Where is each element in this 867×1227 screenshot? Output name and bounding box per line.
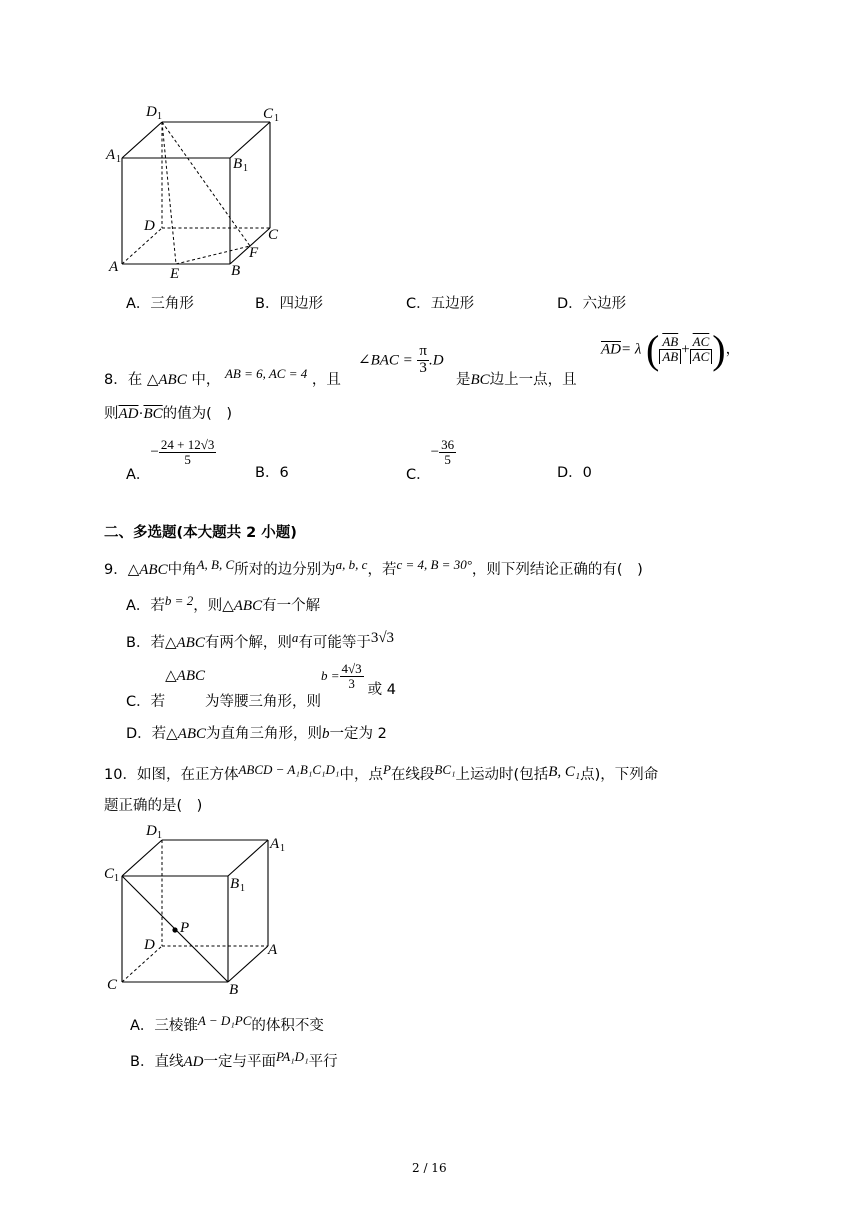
point-p <box>172 927 177 932</box>
q8-condition: AB = 6, AC = 4 <box>224 366 308 381</box>
q8-option-b: B．6 <box>255 465 289 481</box>
figure-cube-2 <box>100 818 300 1003</box>
q7-option-c: C．五边形 <box>406 296 475 312</box>
edge <box>230 122 270 158</box>
label-B1: B <box>233 156 243 172</box>
svg-text:1: 1 <box>114 873 119 884</box>
label-A1: A <box>270 836 280 852</box>
triangle-abc: △ABC <box>146 372 187 388</box>
q8-stem: 8．在 △ABC 中， AB = 6, AC = 4 ，且 <box>104 366 341 388</box>
q7-option-b: B．四边形 <box>255 296 323 312</box>
svg-text:1: 1 <box>240 883 245 894</box>
label-E: E <box>170 266 180 282</box>
q9-option-b: B．若△ABC有两个解，则a有可能等于3√3 <box>126 630 395 651</box>
q8-option-a: A．− $\frac{24 + 12√3}{5}$ <box>126 437 215 484</box>
page-number: 2 / 16 <box>412 1161 447 1175</box>
q10-option-b: B．直线AD一定与平面PA₁D₁平行 <box>130 1049 338 1070</box>
label-D1: D <box>146 104 157 120</box>
svg-text:1: 1 <box>243 163 248 174</box>
svg-text:1: 1 <box>157 111 162 122</box>
label-F: F <box>249 245 259 261</box>
q8-question: 则$\overline{AD}\cdot\overline{BC}$的值为( ) <box>104 406 232 422</box>
label-C: C <box>268 227 279 243</box>
section-line <box>176 246 250 264</box>
label-B: B <box>229 982 239 998</box>
label-B: B <box>231 263 241 279</box>
label-A: A <box>268 942 278 958</box>
q9-option-d: D．若△ABC为直角三角形，则b一定为 2 <box>126 726 387 742</box>
label-A1: A <box>106 147 116 163</box>
q8-number: 8．在 <box>104 372 143 388</box>
q8-option-d: D．0 <box>557 465 592 481</box>
q8-vector-expr: $\overline{AD}= \lambda$ ( $\frac{\overline{AB}}{AB}$ + $\frac{\overline{AC}}{AC}$ )， <box>601 327 741 372</box>
label-C1: C <box>104 866 115 882</box>
label-P: P <box>180 920 190 936</box>
label-D1: D <box>146 823 157 839</box>
label-D: D <box>144 218 155 234</box>
section-heading: 二、多选题(本大题共 2 小题) <box>104 525 297 541</box>
q7-option-d: D．六边形 <box>557 296 627 312</box>
section-line <box>162 122 250 246</box>
hidden-edge <box>122 946 162 982</box>
edge <box>122 840 162 876</box>
label-D: D <box>144 937 155 953</box>
section-line <box>162 122 176 264</box>
label-A: A <box>109 259 119 275</box>
label-C1: C <box>263 106 274 122</box>
q10-stem-line2: 题正确的是( ) <box>104 798 203 814</box>
q8-stem-cont: 是BC边上一点，且 <box>456 372 577 388</box>
q10-option-a: A．三棱锥A − D₁PC的体积不变 <box>130 1013 324 1034</box>
svg-text:1: 1 <box>274 113 279 124</box>
svg-text:1: 1 <box>280 843 285 854</box>
svg-text:1: 1 <box>157 830 162 841</box>
q8-option-c: C．− $\frac{36}{5}$ <box>406 437 455 484</box>
hidden-edge <box>122 228 162 264</box>
q9-option-c: C．若△ABC为等腰三角形，则b = $\frac{4√3}{3}$ 或 4 <box>126 661 397 711</box>
edge <box>228 840 268 876</box>
figure-cube-1 <box>100 98 300 283</box>
q8-angle: ∠BAC = $\frac{\pi}{3}$ .D <box>358 343 444 376</box>
q9-option-a: A．若b = 2，则△ABC有一个解 <box>126 593 321 614</box>
label-B1: B <box>230 876 240 892</box>
q9-stem: 9．△ABC中角A, B, C所对的边分别为a, b, c，若c = 4, B = 30°，则下列结论正确的有( ) <box>104 557 643 578</box>
edge <box>122 122 162 158</box>
q10-stem-line1: 10．如图，在正方体ABCD − A₁B₁C₁D₁中，点P在线段BC₁上运动时(包括B, C₁点)，下列命 <box>104 762 659 783</box>
svg-text:1: 1 <box>116 154 121 165</box>
edge <box>228 946 268 982</box>
q7-option-a: A．三角形 <box>126 296 194 312</box>
label-C: C <box>107 977 118 993</box>
